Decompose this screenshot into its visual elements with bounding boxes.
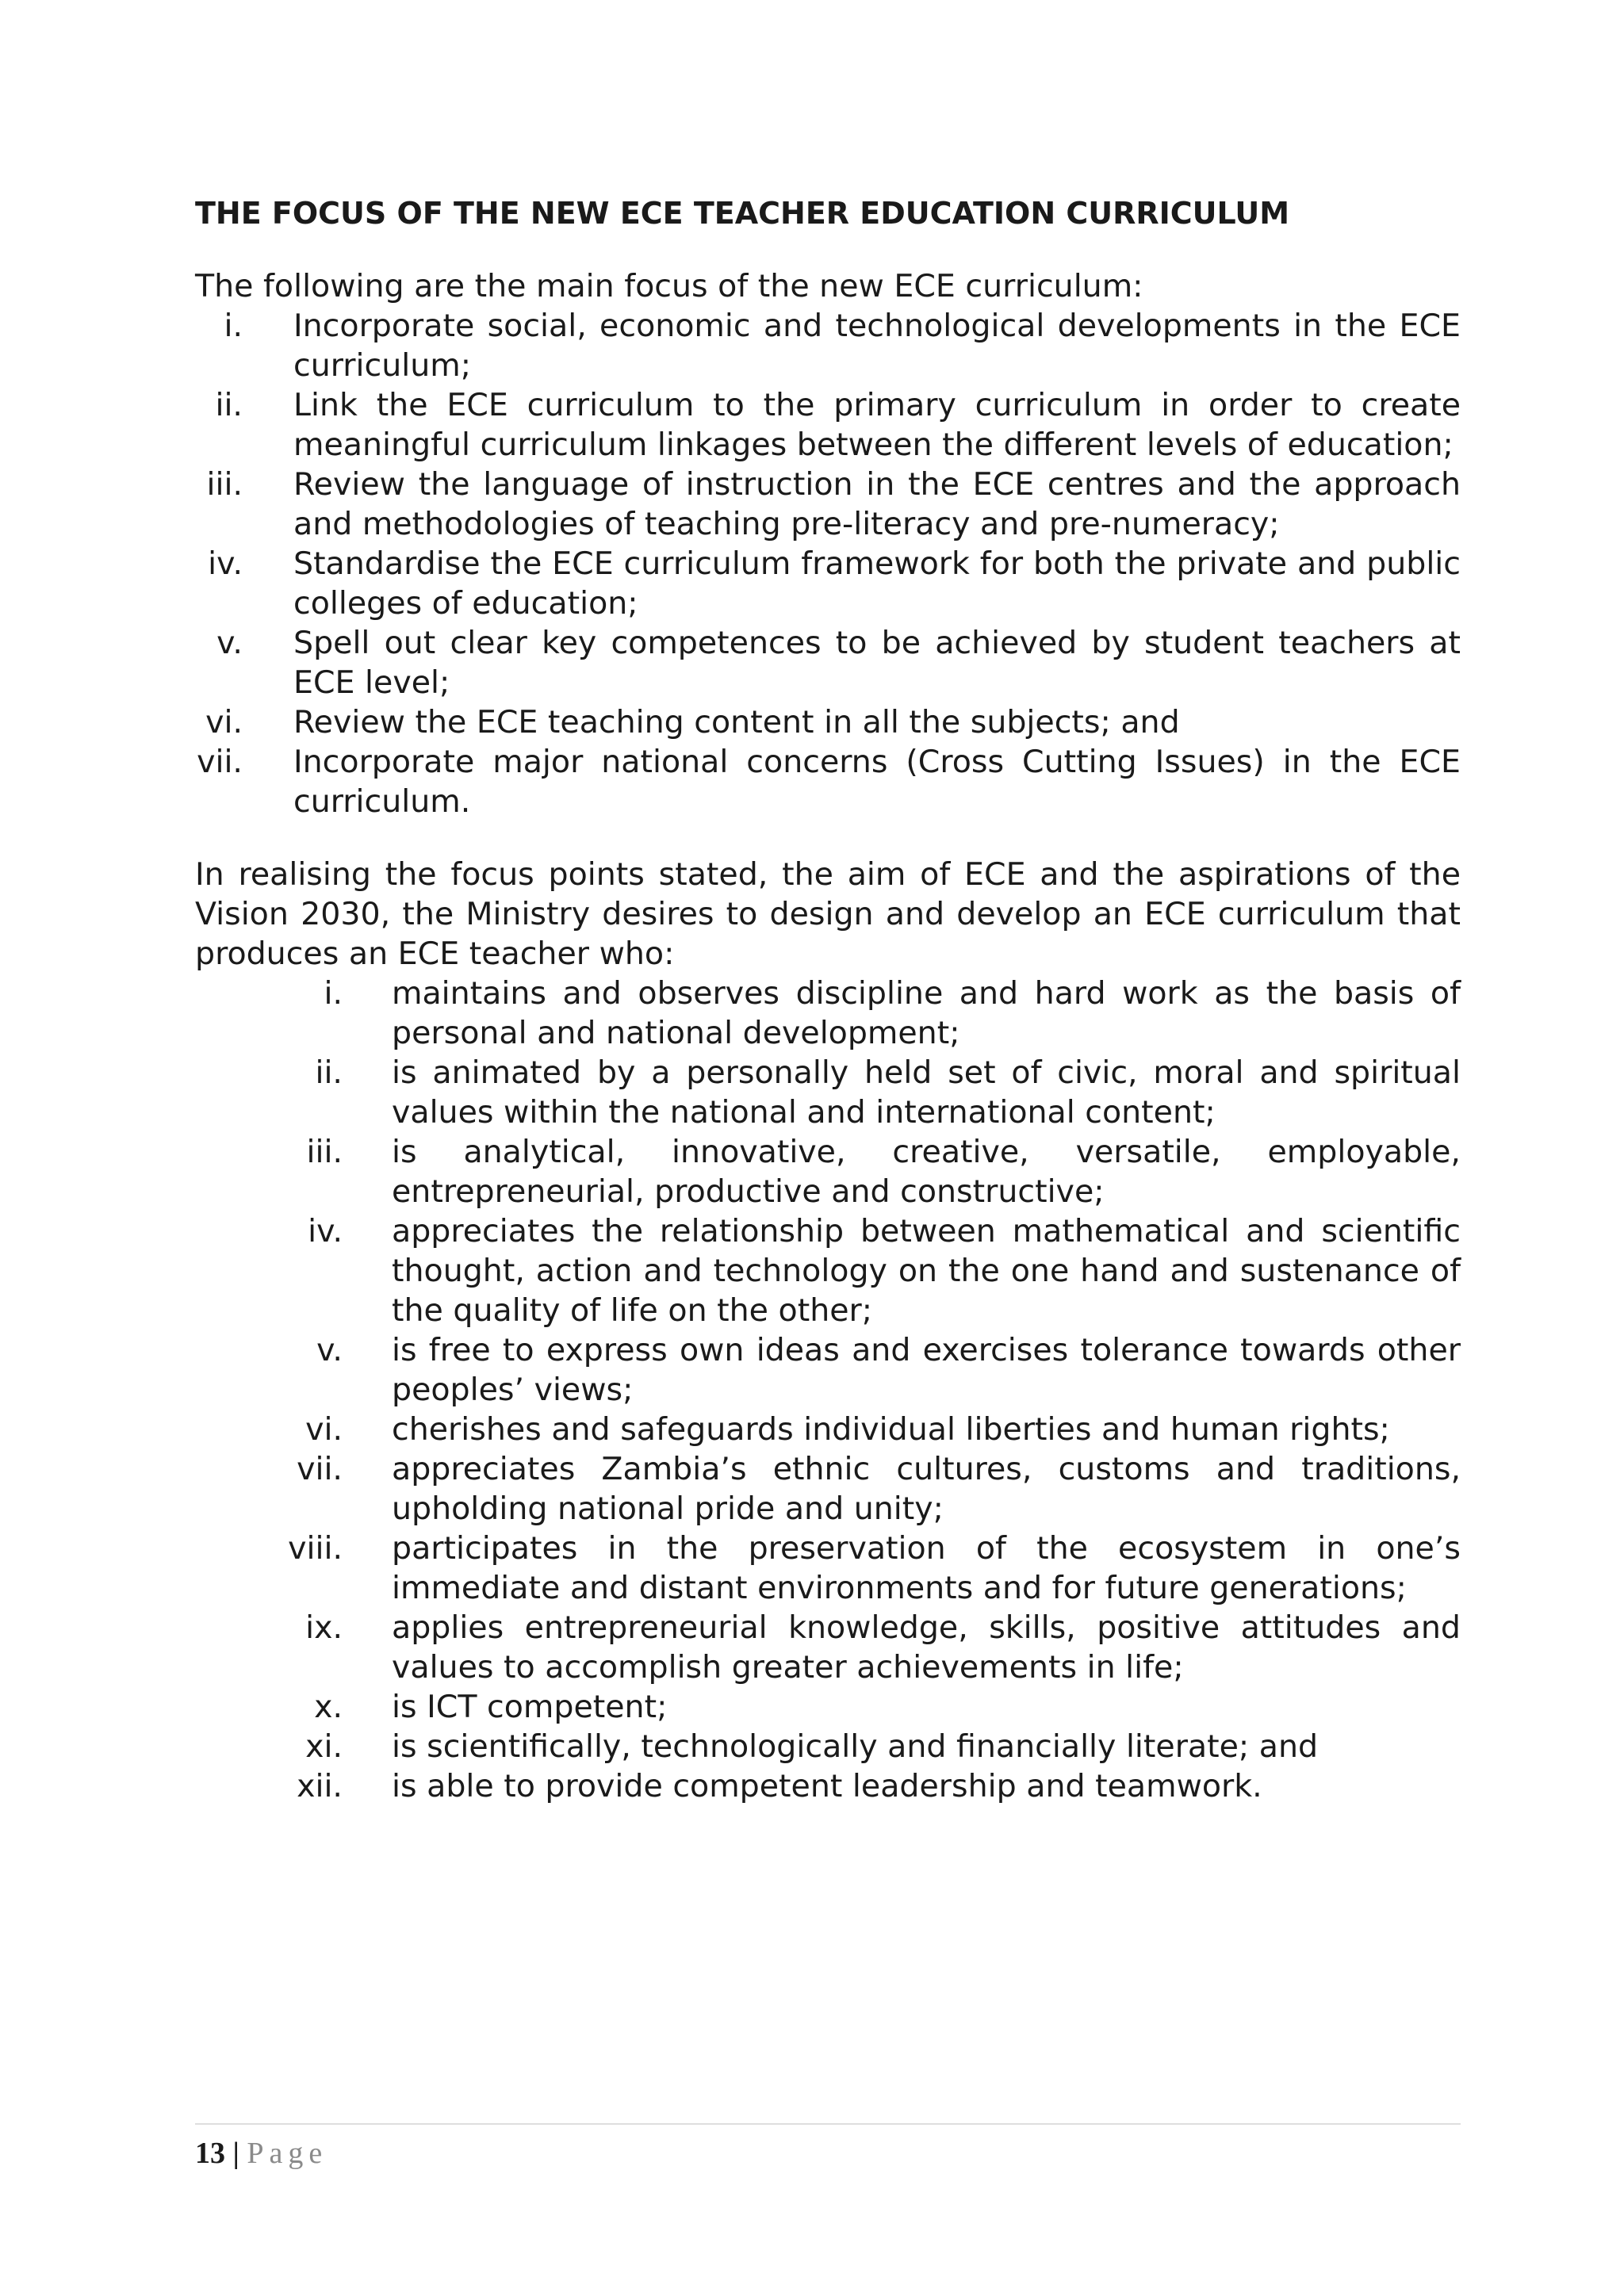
list-item-text: Standardise the ECE curriculum framework for both the private and public colleges of education; [293, 545, 1461, 622]
list-item [195, 306, 1461, 385]
list-item-text: participates in the preservation of the ecosystem in one’s immediate and distant environments and for future generations; [392, 1530, 1461, 1606]
page-footer [195, 2123, 1461, 2172]
list-item-number: i. [324, 975, 343, 1012]
list-item-number: iv. [208, 545, 243, 582]
list-item-number: xii. [297, 1768, 343, 1804]
list-item-text: cherishes and safeguards individual liberties and human rights; [392, 1411, 1390, 1448]
list-item-number: iv. [308, 1213, 343, 1249]
page-separator: | [232, 2137, 239, 2170]
list-item [195, 1053, 1461, 1132]
list-item-number: vii. [197, 744, 243, 780]
list-item-number: v. [216, 625, 243, 661]
list-item-text: Spell out clear key competences to be achieved by student teachers at ECE level; [293, 625, 1461, 701]
footer-divider [195, 2123, 1461, 2125]
list-item-text: appreciates Zambia’s ethnic cultures, customs and traditions, upholding national pride and unity; [392, 1451, 1461, 1527]
intro-paragraph: The following are the main focus of the new ECE curriculum: [195, 268, 1143, 304]
list-item-text: is ICT competent; [392, 1689, 668, 1725]
list-item-number: vi. [205, 704, 243, 740]
page-indicator [195, 2134, 1461, 2172]
list-item-text: Incorporate social, economic and technological developments in the ECE curriculum; [293, 308, 1461, 384]
list-item [195, 1529, 1461, 1608]
list-item-number: vii. [297, 1451, 343, 1487]
list-item-text: is scientifically, technologically and financially literate; and [392, 1728, 1319, 1765]
page-label: Page [247, 2137, 328, 2170]
list-item [195, 702, 1461, 742]
list-item-number: iii. [206, 466, 243, 503]
list-item-text: applies entrepreneurial knowledge, skills, positive attitudes and values to accomplish greater achievements in life; [392, 1609, 1461, 1686]
list-item [195, 974, 1461, 1053]
list-item-text: is able to provide competent leadership and teamwork. [392, 1768, 1262, 1804]
list-item-number: v. [316, 1332, 343, 1368]
list-item-number: ix. [305, 1609, 343, 1646]
list-item-text: is analytical, innovative, creative, versatile, employable, entrepreneurial, productive and constructive; [392, 1134, 1461, 1210]
list-item [195, 1727, 1461, 1766]
list-item-number: ii. [315, 1054, 343, 1091]
list-item [195, 742, 1461, 821]
list-item-number: viii. [288, 1530, 343, 1567]
list-item [195, 465, 1461, 544]
list-item [195, 544, 1461, 623]
list-item [195, 1449, 1461, 1529]
list-item-text: Incorporate major national concerns (Cross Cutting Issues) in the ECE curriculum. [293, 744, 1461, 820]
list-item-number: i. [224, 308, 243, 344]
list-item-text: appreciates the relationship between mathematical and scientific thought, action and technology on the one hand and sustenance of the quality of life on the other; [392, 1213, 1461, 1329]
list-item-number: iii. [306, 1134, 343, 1170]
list-item-text: is free to express own ideas and exercises tolerance towards other peoples’ views; [392, 1332, 1461, 1408]
list-item [195, 1687, 1461, 1727]
list-item-text: Link the ECE curriculum to the primary curriculum in order to create meaningful curriculum linkages between the different levels of education; [293, 387, 1461, 463]
list-item [195, 1211, 1461, 1330]
list-item-text: maintains and observes discipline and hard work as the basis of personal and national development; [392, 975, 1461, 1051]
list-item-number: xi. [305, 1728, 343, 1765]
section-heading: THE FOCUS OF THE NEW ECE TEACHER EDUCATION CURRICULUM [195, 196, 1290, 231]
list-item [195, 385, 1461, 465]
list-item [195, 1766, 1461, 1806]
list-item [195, 1608, 1461, 1687]
list-item-text: is animated by a personally held set of civic, moral and spiritual values within the national and international content; [392, 1054, 1461, 1131]
list-item [195, 623, 1461, 702]
list-item-text: Review the language of instruction in the ECE centres and the approach and methodologies of teaching pre-literacy and pre-numeracy; [293, 466, 1461, 542]
teacher-attributes-list [195, 974, 1461, 1806]
body-paragraph: In realising the focus points stated, the aim of ECE and the aspirations of the Vision 2030, the Ministry desires to design and develop an ECE curriculum that produces an ECE teacher who: [195, 856, 1461, 972]
focus-list [195, 306, 1461, 821]
page-content [195, 193, 1461, 1806]
page-number: 13 [195, 2137, 225, 2170]
list-item [195, 1410, 1461, 1449]
list-item-text: Review the ECE teaching content in all the subjects; and [293, 704, 1180, 740]
list-item-number: vi. [305, 1411, 343, 1448]
list-item [195, 1132, 1461, 1211]
list-item-number: x. [314, 1689, 343, 1725]
list-item [195, 1330, 1461, 1410]
list-item-number: ii. [215, 387, 243, 423]
